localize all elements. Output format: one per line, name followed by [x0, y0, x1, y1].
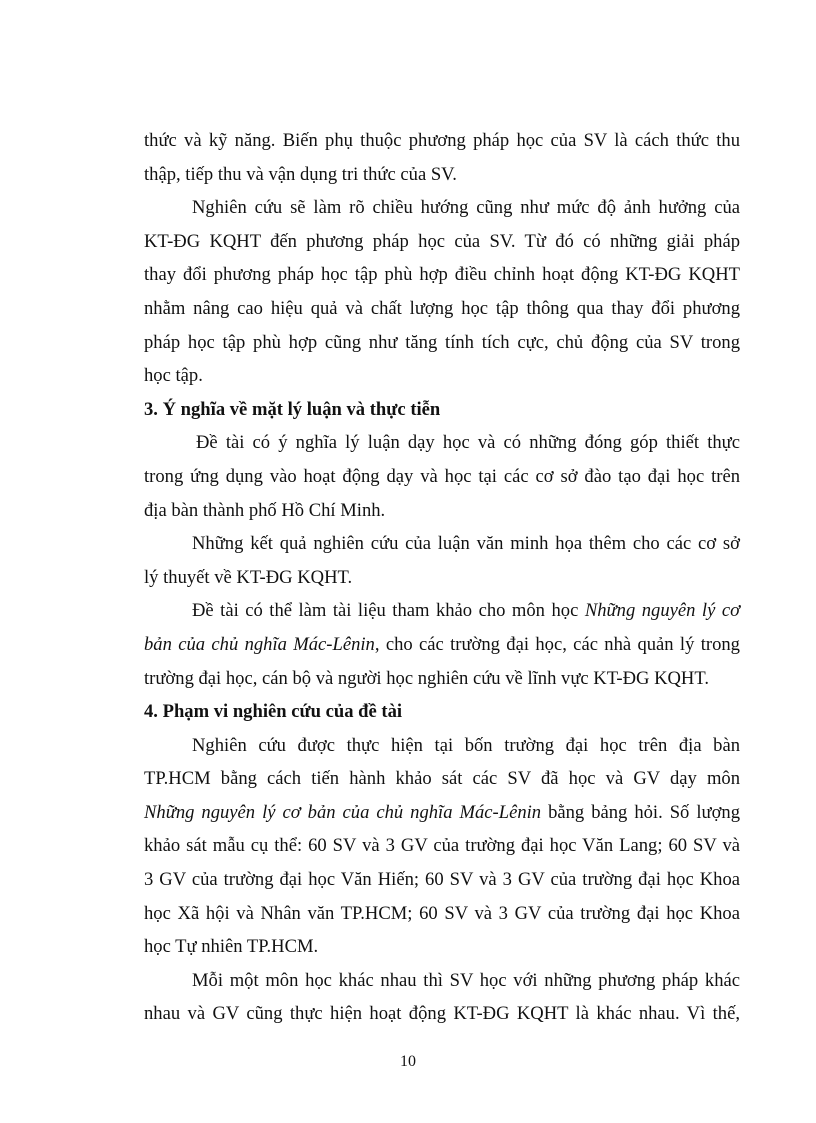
course-title-italic: Những nguyên lý cơ bản của chủ nghĩa Mác-Lênin — [144, 801, 542, 823]
section-heading-4: 4. Phạm vi nghiên cứu của đề tài — [144, 701, 403, 723]
body-text: , cho các trường đại học, các nhà quản lý trong — [374, 633, 740, 655]
body-line: pháp học tập phù hợp cũng như tăng tính tích cực, chủ động của SV trong — [144, 331, 740, 353]
course-title-italic: bản của chủ nghĩa Mác-Lênin — [144, 633, 375, 655]
body-line: trong ứng dụng vào hoạt động dạy và học tại các cơ sở đào tạo đại học trên — [144, 465, 740, 487]
body-line: nhau và GV cũng thực hiện hoạt động KT-ĐG KQHT là khác nhau. Vì thế, — [144, 1003, 740, 1025]
body-line: địa bàn thành phố Hồ Chí Minh. — [144, 499, 386, 521]
body-line: trường đại học, cán bộ và người học nghiên cứu về lĩnh vực KT-ĐG KQHT. — [144, 667, 709, 689]
body-text: Đề tài có thể làm tài liệu tham khảo cho môn học — [192, 600, 585, 622]
body-line: Mỗi một môn học khác nhau thì SV học với những phương pháp khác — [192, 969, 740, 991]
section-heading-3: 3. Ý nghĩa về mặt lý luận và thực tiễn — [144, 398, 441, 420]
body-line: nhằm nâng cao hiệu quả và chất lượng học tập thông qua thay đổi phương — [144, 297, 740, 319]
body-text: bằng bảng hỏi. Số lượng — [541, 801, 740, 823]
body-line: học tập. — [144, 365, 203, 387]
body-line: Nghiên cứu sẽ làm rõ chiều hướng cũng như mức độ ảnh hưởng của — [192, 197, 740, 219]
body-line: khảo sát mẫu cụ thể: 60 SV và 3 GV của trường đại học Văn Lang; 60 SV và — [144, 835, 740, 857]
body-line: Những kết quả nghiên cứu của luận văn minh họa thêm cho các cơ sở — [192, 533, 740, 555]
body-line: lý thuyết về KT-ĐG KQHT. — [144, 566, 353, 588]
body-line: TP.HCM bằng cách tiến hành khảo sát các SV đã học và GV dạy môn — [144, 768, 740, 790]
page-number: 10 — [400, 1053, 416, 1070]
body-line — [144, 796, 740, 830]
body-line: 3 GV của trường đại học Văn Hiến; 60 SV và 3 GV của trường đại học Khoa — [144, 869, 740, 891]
body-line: thập, tiếp thu và vận dụng tri thức của SV. — [144, 163, 457, 185]
body-line: học Xã hội và Nhân văn TP.HCM; 60 SV và 3 GV của trường đại học Khoa — [144, 902, 740, 924]
body-line: KT-ĐG KQHT đến phương pháp học của SV. Từ đó có những giải pháp — [144, 230, 740, 252]
body-line: học Tự nhiên TP.HCM. — [144, 936, 319, 958]
body-line — [144, 628, 740, 662]
body-line: thức và kỹ năng. Biến phụ thuộc phương pháp học của SV là cách thức thu — [144, 130, 740, 151]
body-line: Nghiên cứu được thực hiện tại bốn trường đại học trên địa bàn — [192, 734, 740, 756]
body-line: thay đổi phương pháp học tập phù hợp điều chỉnh hoạt động KT-ĐG KQHT — [144, 264, 740, 286]
page-body — [144, 124, 740, 1031]
body-line: Đề tài có ý nghĩa lý luận dạy học và có những đóng góp thiết thực — [196, 432, 740, 454]
body-line — [144, 594, 740, 628]
course-title-italic: Những nguyên lý cơ — [584, 600, 740, 622]
